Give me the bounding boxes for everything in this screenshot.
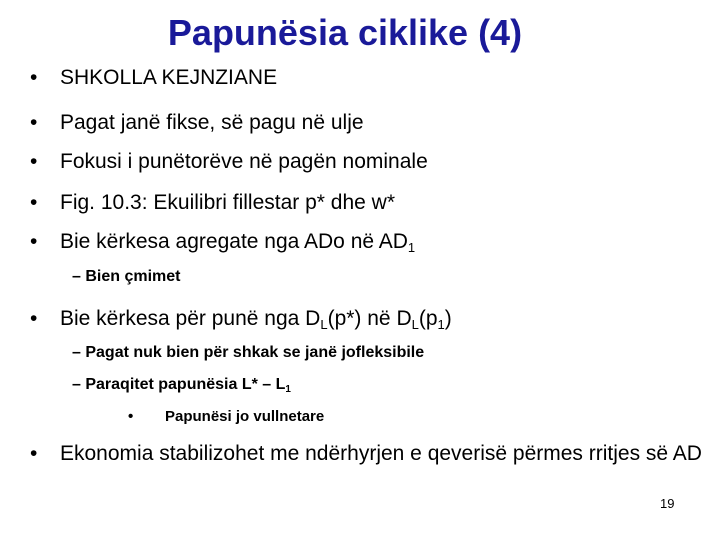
subscript: 1 [285, 383, 291, 395]
bullet-text: Ekonomia stabilizohet me ndërhyrjen e qeverisë përmes rritjes së AD [60, 442, 702, 465]
sub-bullet-item: – Pagat nuk bien për shkak se janë jofleksibile [72, 344, 425, 361]
slide-title: Papunësia ciklike (4) [167, 12, 523, 53]
bullet-marker: • [30, 230, 38, 253]
subscript: 1 [437, 316, 445, 332]
bullet-marker: • [30, 66, 38, 89]
text-segment: (p*) në D [327, 307, 412, 330]
bullet-text: Fokusi i punëtorëve në pagën nominale [60, 150, 428, 173]
bullet-marker: • [30, 307, 38, 330]
sub-sub-bullet-item [128, 408, 325, 425]
subscript: 1 [407, 239, 416, 255]
sub-bullet-item: – Bien çmimet [72, 268, 181, 285]
bullet-marker: • [128, 408, 134, 425]
bullet-marker: • [30, 191, 38, 214]
bullet-marker: • [30, 111, 38, 134]
bullet-text [60, 307, 452, 331]
bullet-text: Papunësi jo vullnetare [165, 408, 325, 425]
bullet-text: Pagat janë fikse, së pagu në ulje [60, 111, 364, 134]
bullet-text [60, 230, 415, 254]
text-segment: – Paraqitet papunësia L* – L [72, 376, 286, 393]
subscript: L [411, 316, 419, 332]
bullet-item [30, 436, 710, 472]
text-segment: ) [444, 307, 452, 330]
text-segment: Bie kërkesa agregate nga ADo në AD [60, 230, 408, 253]
page-number: 19 [660, 496, 675, 511]
bullet-text: Fig. 10.3: Ekuilibri fillestar p* dhe w* [60, 191, 395, 214]
subscript: L [320, 316, 328, 332]
sub-bullet-item [72, 376, 291, 394]
text-segment: (p [418, 307, 438, 330]
bullet-marker: • [30, 150, 38, 173]
text-segment: Bie kërkesa për punë nga D [60, 307, 321, 330]
bullet-text: SHKOLLA KEJNZIANE [60, 66, 278, 89]
bullet-marker: • [30, 442, 38, 465]
